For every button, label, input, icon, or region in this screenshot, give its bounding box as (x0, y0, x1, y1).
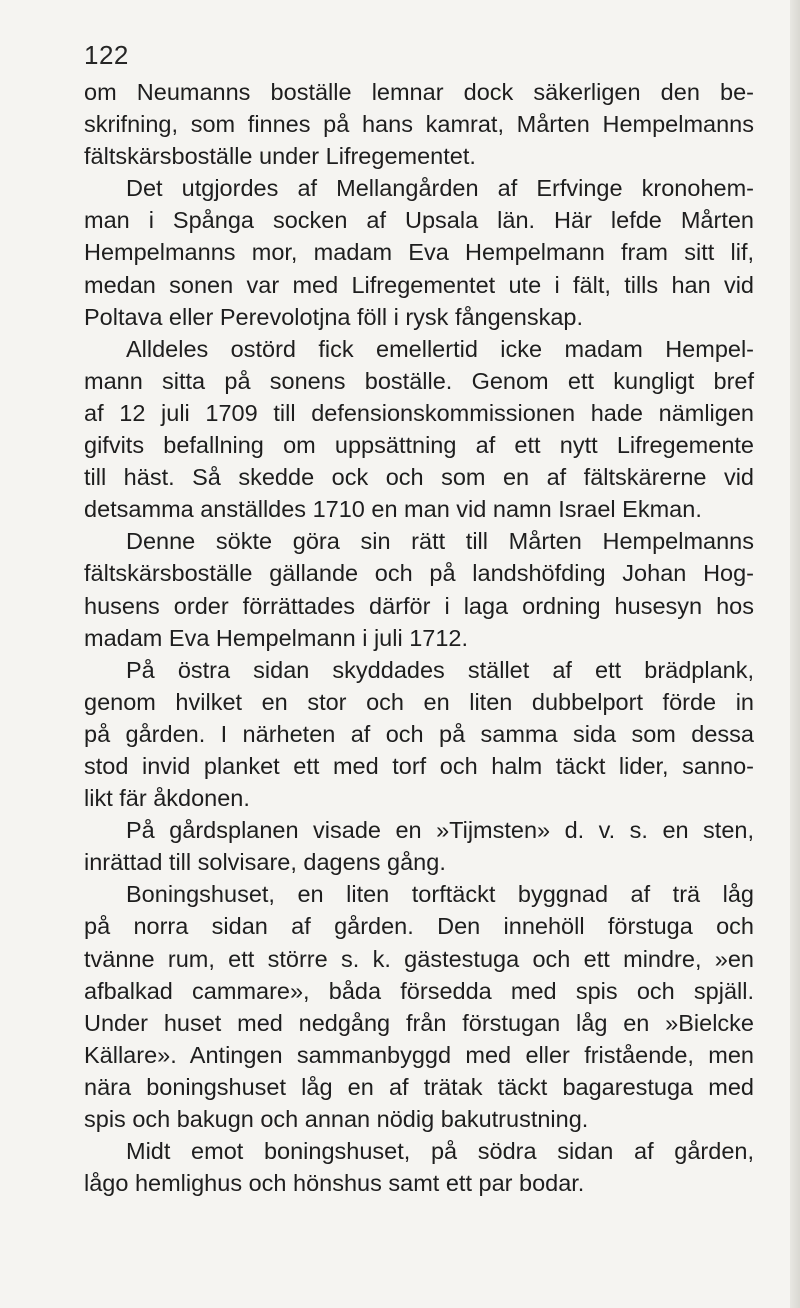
page-edge (790, 0, 800, 1308)
text-line: fältskärsboställe under Lifregementet. (84, 143, 476, 170)
text-line: af 12 juli 1709 till defensionskommissionen hade nämligen (84, 399, 754, 426)
text-line: tvänne rum, ett större s. k. gästestuga och ett mindre, »en (84, 945, 754, 972)
text-line: På gårdsplanen visade en »Tijmsten» d. v. s. en sten, (126, 817, 754, 844)
text-line: fältskärsboställe gällande och på landshöfding Johan Hog- (84, 560, 754, 587)
text-line: afbalkad cammare», båda försedda med spis och spjäll. (84, 977, 754, 1004)
text-line: medan sonen var med Lifregementet ute i fält, tills han vid (84, 271, 754, 298)
text-line: likt fär åkdonen. (84, 785, 250, 812)
text-line: lågo hemlighus och hönshus samt ett par bodar. (84, 1170, 585, 1197)
text-line: mann sitta på sonens boställe. Genom ett kungligt bref (84, 367, 754, 394)
text-line: detsamma anställdes 1710 en man vid namn Israel Ekman. (84, 496, 702, 523)
text-line: till häst. Så skedde ock och som en af fältskärerne vid (84, 464, 754, 491)
text-line: gifvits befallning om uppsättning af ett nytt Lifregemente (84, 432, 754, 459)
text-line: Denne sökte göra sin rätt till Mårten Hempelmanns (126, 528, 754, 555)
text-line: Källare». Antingen sammanbyggd med eller fristående, men (84, 1041, 754, 1068)
text-line: Hempelmanns mor, madam Eva Hempelmann fram sitt lif, (84, 239, 754, 266)
text-line: på norra sidan af gården. Den innehöll förstuga och (84, 913, 754, 940)
text-line: madam Eva Hempelmann i juli 1712. (84, 624, 469, 651)
text-line: stod invid planket ett med torf och halm täckt lider, sanno- (84, 752, 754, 779)
text-line: spis och bakugn och annan nödig bakutrustning. (84, 1106, 589, 1132)
text-line: på gården. I närheten af och på samma sida som dessa (84, 720, 754, 747)
text-line: genom hvilket en stor och en liten dubbelport förde in (84, 688, 754, 715)
text-line: inrättad till solvisare, dagens gång. (84, 849, 446, 876)
text-line: Midt emot boningshuset, på södra sidan af gården, (126, 1138, 754, 1165)
text-line: husens order förrättades därför i laga ordning husesyn hos (84, 592, 754, 619)
text-line: skrifning, som finnes på hans kamrat, Mårten Hempelmanns (84, 111, 754, 138)
text-line: På östra sidan skyddades stället af ett brädplank, (126, 656, 754, 683)
text-line: Det utgjordes af Mellangården af Erfvinge kronohem- (126, 175, 754, 202)
text-line: Under huset med nedgång från förstugan låg en »Bielcke (84, 1009, 754, 1036)
body-text (84, 76, 754, 1199)
text-line: Poltava eller Perevolotjna föll i rysk fångenskap. (84, 303, 583, 330)
text-line: nära boningshuset låg en af trätak täckt bagarestuga med (84, 1073, 754, 1100)
text-line: Alldeles ostörd fick emellertid icke madam Hempel- (126, 335, 754, 362)
text-line: Boningshuset, en liten torftäckt byggnad af trä låg (126, 881, 754, 908)
page-number: 122 (84, 40, 129, 70)
text-line: om Neumanns boställe lemnar dock säkerligen den be- (84, 79, 754, 105)
text-line: man i Spånga socken af Upsala län. Här lefde Mårten (84, 207, 754, 234)
